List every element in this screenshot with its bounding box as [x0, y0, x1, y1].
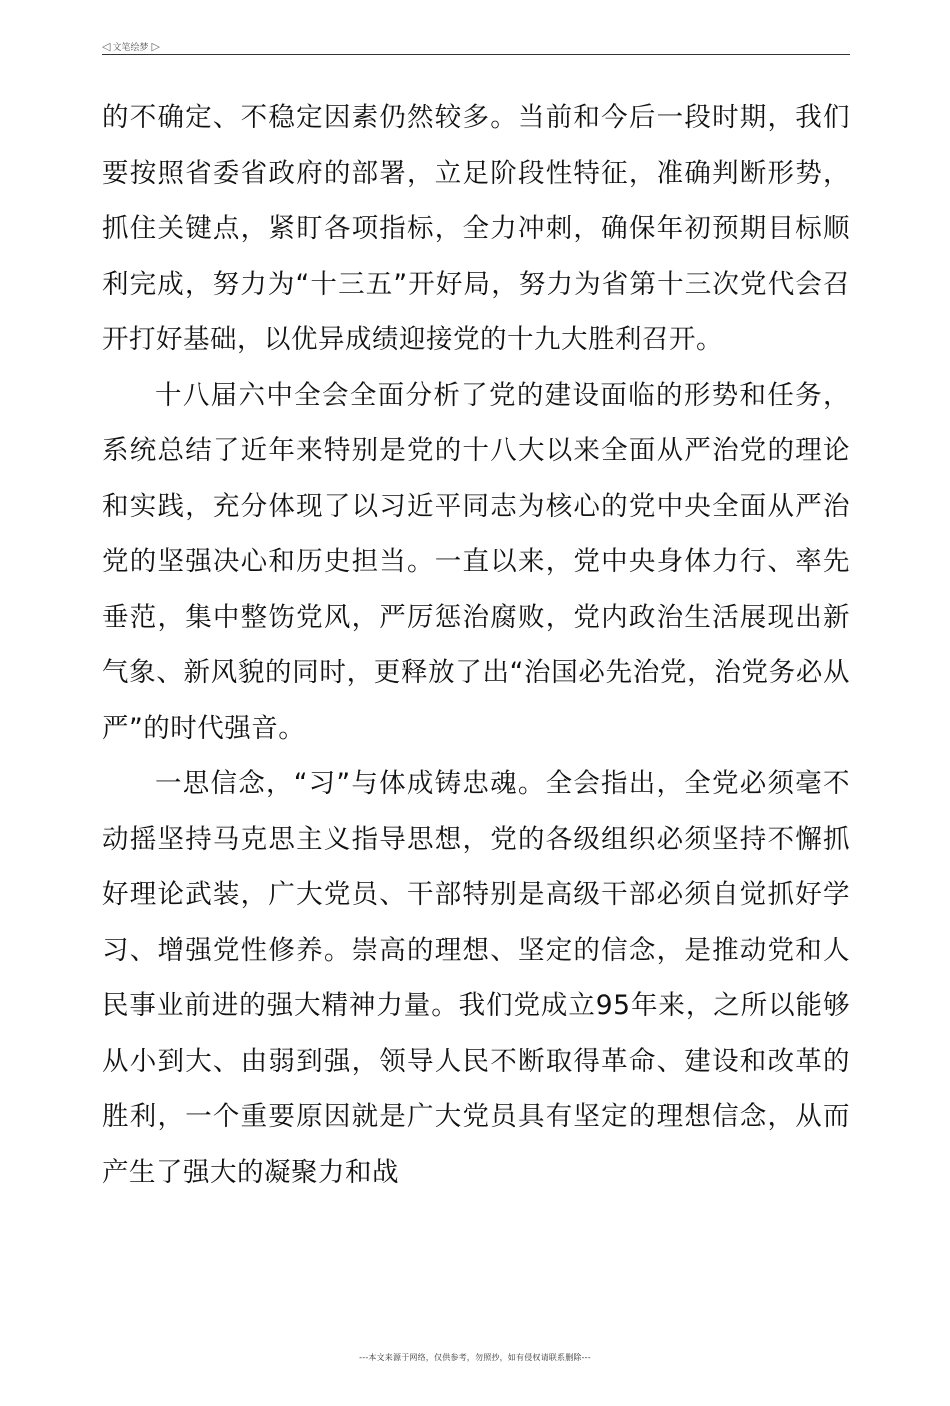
- page-footer-disclaimer: ---本文来源于网络，仅供参考，勿照抄，如有侵权请联系删除---: [359, 1353, 591, 1362]
- header-divider: [102, 54, 850, 55]
- header-label: 文笔绘梦: [112, 42, 149, 53]
- paragraph-2: 十八届六中全会全面分析了党的建设面临的形势和任务，系统总结了近年来特别是党的十八大以来全面从严治党的理论和实践，充分体现了以习近平同志为核心的党中央全面从严治党的坚强决心和历史担当。一直以来，党中央身体力行、率先垂范，集中整饬党风，严厉惩治腐败，党内政治生活展现出新气象、新风貌的同时，更释放了出“治国必先治党，治党务必从严”的时代强音。: [102, 379, 850, 744]
- page-header: [102, 38, 160, 54]
- paragraph-3: 一思信念，“习”与体成铸忠魂。全会指出，全党必须毫不动摇坚持马克思主义指导思想，党的各级组织必须坚持不懈抓好理论武装，广大党员、干部特别是高级干部必须自觉抓好学习、增强党性修养。崇高的理想、坚定的信念，是推动党和人民事业前进的强大精神力量。我们党成立95年来，之所以能够从小到大、由弱到强，领导人民不断取得革命、建设和改革的胜利，一个重要原因就是广大党员具有坚定的理想信念，从而产生了强大的凝聚力和战: [102, 768, 850, 1188]
- paragraph-1: 的不确定、不稳定因素仍然较多。当前和今后一段时期，我们要按照省委省政府的部署，立足阶段性特征，准确判断形势，抓住关键点，紧盯各项指标，全力冲刺，确保年初预期目标顺利完成，努力为“十三五”开好局，努力为省第十三次党代会召开打好基础，以优异成绩迎接党的十九大胜利召开。: [102, 102, 850, 355]
- left-triangle-icon: ◁: [102, 39, 111, 53]
- document-body: [102, 90, 850, 1200]
- right-triangle-icon: ▷: [151, 39, 160, 53]
